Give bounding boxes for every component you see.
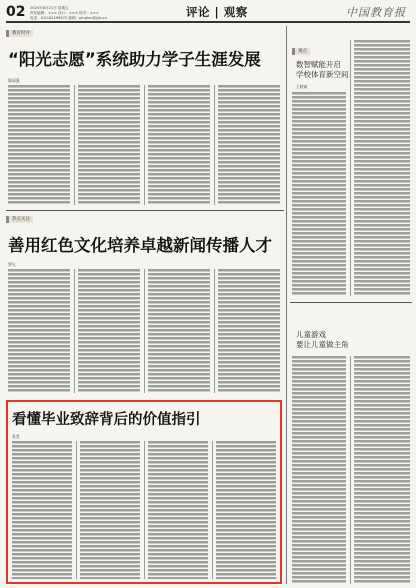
article-headline: 善用红色文化培养卓越新闻传播人才 (8, 236, 272, 255)
meta-line: 责任编辑：××× 设计：××× 校对：××× (30, 11, 99, 15)
section-tag: 观点 (292, 48, 310, 55)
byline: 王晓茹 (296, 84, 308, 89)
body-text-column (8, 269, 70, 393)
page-number: 02 (6, 4, 26, 20)
body-text-column (148, 269, 210, 393)
side-article-headline (296, 330, 349, 349)
headline-line: 儿童游戏 (296, 330, 326, 339)
column-divider (76, 441, 77, 579)
page-column-divider (286, 26, 287, 584)
body-text-column (216, 441, 276, 579)
column-divider (144, 269, 145, 393)
article-headline: 看懂毕业致辞背后的价值指引 (12, 412, 201, 428)
body-text-column (148, 441, 208, 579)
column-divider (350, 40, 351, 296)
column-divider (74, 85, 75, 205)
column-divider (74, 269, 75, 393)
body-text-column (292, 92, 346, 296)
article-separator (6, 210, 284, 211)
column-divider (350, 356, 351, 584)
section-tag: 教育时评 (6, 30, 33, 37)
section-tag: 热点关注 (6, 216, 33, 223)
column-divider (212, 441, 213, 579)
page-header (6, 4, 410, 21)
body-text-column (292, 356, 346, 584)
column-divider (214, 85, 215, 205)
issue-meta (30, 6, 107, 21)
article-headline: “阳光志愿”系统助力学子生涯发展 (8, 50, 261, 69)
headline-line: 数智赋能开启 (296, 60, 341, 69)
body-text-column (218, 85, 280, 205)
masthead-logo: 中国教育报 (346, 6, 406, 19)
meta-line: 电话：010-82296572 邮箱：pinglun@jyb.cn (30, 16, 107, 20)
body-text-column (354, 356, 410, 584)
body-text-column (8, 85, 70, 205)
body-text-column (78, 85, 140, 205)
headline-line: 学校体育新空间 (296, 69, 349, 79)
column-divider (144, 85, 145, 205)
body-text-column (354, 40, 410, 296)
column-divider (214, 269, 215, 393)
header-rule (6, 21, 410, 23)
byline: 罗凡 (8, 262, 16, 267)
byline: 陈国强 (8, 78, 20, 83)
section-title: 评论 | 观察 (186, 5, 248, 19)
body-text-column (80, 441, 140, 579)
body-text-column (12, 441, 72, 579)
side-article-headline (296, 60, 349, 79)
article-separator (290, 302, 412, 303)
body-text-column (148, 85, 210, 205)
headline-line: 要让儿童做主角 (296, 339, 349, 349)
column-divider (144, 441, 145, 579)
body-text-column (78, 269, 140, 393)
byline: 张莹 (12, 434, 20, 439)
meta-line: 2024年6月21日 星期五 (30, 6, 69, 10)
body-text-column (218, 269, 280, 393)
